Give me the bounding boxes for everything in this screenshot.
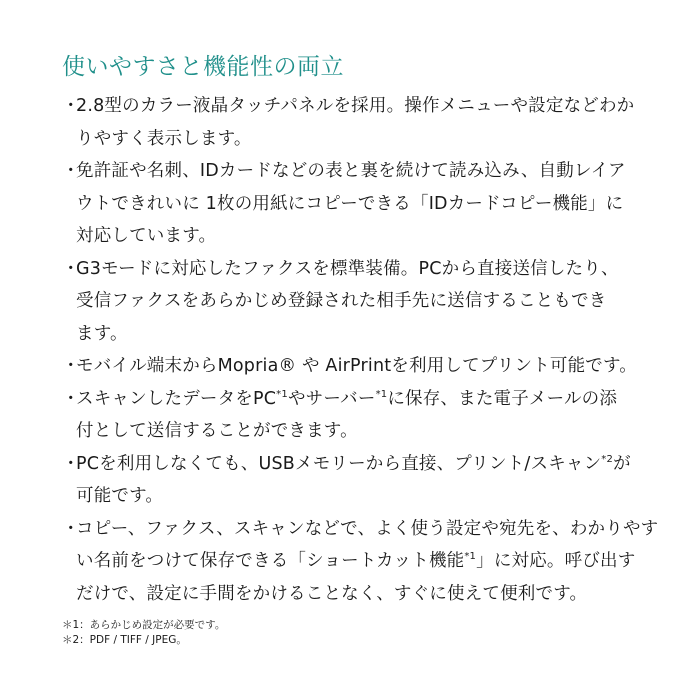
footnote: ＊1：あらかじめ設定が必要です。 — [62, 619, 226, 631]
text-segment: 」に対応。呼び出す — [476, 551, 636, 571]
list-item-text: ます。 — [76, 323, 128, 344]
list-item-text: 受信ファクスをあらかじめ登録された相手先に送信することもでき — [76, 291, 607, 311]
footnote-ref: *2 — [601, 453, 614, 465]
footnotes — [62, 618, 660, 648]
list-item-text — [76, 545, 660, 578]
bullet-marker: ・ — [62, 356, 80, 376]
list-item — [62, 155, 660, 253]
bullet-marker: ・ — [62, 518, 80, 539]
page-title: 使いやすさと機能性の両立 — [62, 54, 344, 80]
list-item — [62, 253, 660, 351]
text-segment: やサーバー — [287, 388, 376, 409]
list-item-text: 2.8型のカラー液晶タッチパネルを採用。操作メニューや設定などわか — [76, 96, 635, 116]
list-item-text: 免許証や名刺、IDカードなどの表と裏を続けて読み込み、自動レイア — [76, 161, 626, 181]
list-item-text: 可能です。 — [76, 486, 164, 506]
footnote-ref: *1 — [375, 388, 388, 400]
text-segment: が — [613, 453, 631, 474]
list-item — [62, 90, 660, 155]
list-item-text: コピー、ファクス、スキャンなどで、よく使う設定や宛先を、わかりやす — [76, 518, 659, 539]
bullet-marker: ・ — [62, 388, 80, 409]
bullet-marker: ・ — [62, 161, 80, 181]
text-segment: い名前をつけて保存できる「ショートカット機能 — [76, 551, 465, 571]
bullet-marker: ・ — [62, 453, 80, 474]
text-segment: PCを利用しなくても、USBメモリーから直接、プリント/スキャン — [76, 453, 602, 474]
bullet-marker: ・ — [62, 96, 80, 116]
list-item — [62, 383, 660, 448]
list-item-text: G3モードに対応したファクスを標準装備。PCから直接送信したり、 — [76, 258, 619, 279]
footnote: ＊2：PDF / TIFF / JPEG。 — [62, 634, 187, 646]
list-item-text: りやすく表示します。 — [76, 128, 252, 149]
list-item-text: だけで、設定に手間をかけることなく、すぐに使えて便利です。 — [76, 583, 588, 604]
list-item — [62, 350, 660, 383]
text-segment: に保存、また電子メールの添 — [387, 388, 618, 409]
feature-list — [62, 90, 660, 610]
list-item-text — [76, 383, 660, 416]
list-item-text — [76, 448, 660, 481]
list-item-text: 対応しています。 — [76, 226, 217, 246]
list-item-text: モバイル端末からMopria® や AirPrintを利用してプリント可能です。 — [76, 356, 638, 376]
footnote-ref: *1 — [464, 551, 477, 563]
list-item — [62, 448, 660, 513]
list-item — [62, 513, 660, 611]
list-item-text: 付として送信することができます。 — [76, 421, 358, 441]
text-segment: スキャンしたデータをPC — [76, 388, 277, 409]
list-item-text: ウトできれいに 1枚の用紙にコピーできる「IDカードコピー機能」に — [76, 193, 624, 214]
bullet-marker: ・ — [62, 258, 80, 279]
footnote-ref: *1 — [276, 388, 288, 400]
